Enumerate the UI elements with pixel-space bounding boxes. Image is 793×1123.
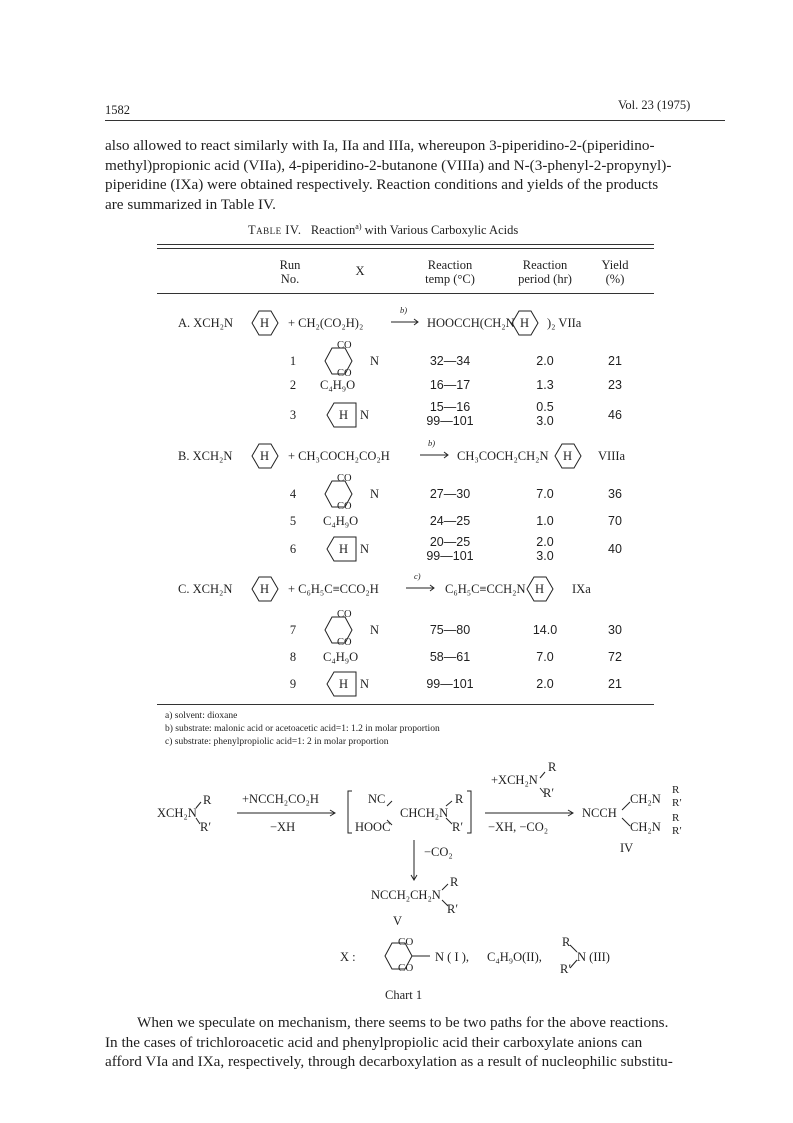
run-number: 9 (289, 677, 297, 691)
chart-x-ii: C₄H₉O(II), (487, 950, 542, 964)
chart-prod-iv-ncch: NCCH (582, 806, 617, 820)
yield: 46 (608, 408, 622, 422)
section-a-product-tail: )₂ VIIa (547, 316, 582, 330)
chart-start: XCH₂N (157, 806, 197, 820)
chart-label-v: V (393, 914, 403, 928)
section-a-reagent: + CH₂(CO₂H)₂ (288, 316, 364, 330)
temp: 16—17 (429, 378, 471, 392)
col-header-run: Run No. (279, 258, 301, 286)
chart-x-iii-r2: R′ (560, 962, 572, 976)
chart-reagent2-r2: R′ (543, 786, 555, 800)
run-number: 1 (289, 354, 297, 368)
period: 2.0 (536, 354, 554, 368)
closing-paragraph (105, 1013, 725, 1072)
temp: 58—61 (429, 650, 471, 664)
yield: 36 (608, 487, 622, 501)
temp: 20—25 99—101 (426, 535, 474, 563)
x-phthalimido-n: N (370, 487, 380, 501)
page-number: 1582 (105, 103, 130, 117)
reaction-arrow (391, 319, 448, 591)
run-number: 8 (289, 650, 297, 664)
bracket-right (467, 791, 471, 833)
run-number: 5 (289, 514, 297, 528)
chart-inter-r2: R′ (452, 820, 464, 834)
footnote-a: a) solvent: dioxane (165, 711, 238, 721)
col-header-yield: Yield (%) (601, 258, 629, 286)
chart-prod-iv-bot: CH₂N (630, 820, 661, 834)
x-phthalimido-co: CO (337, 368, 352, 379)
text-line: afford VIa and IXa, respectively, through decarboxylation as a result of nucleophilic substitu- (105, 1053, 673, 1071)
chart-prod-iv-r: R (672, 784, 680, 796)
x-butoxy: C₄H₉O (323, 650, 359, 664)
temp: 27—30 (429, 487, 471, 501)
chart-prod-iv-r2: R′ (672, 797, 682, 809)
text-line: In the cases of trichloroacetic acid and phenylpropiolic acid their carboxylate anions can (105, 1033, 643, 1051)
run-number: 7 (289, 623, 297, 637)
chart-label-iv: IV (620, 841, 634, 855)
condition-marker: b) (428, 438, 436, 448)
period: 7.0 (536, 650, 554, 664)
chart-reagent1: +NCCH₂CO₂H (242, 792, 319, 806)
period: 1.0 (536, 514, 554, 528)
chart-inter-chch2n: CHCH₂N (400, 806, 449, 820)
period: 2.0 3.0 (536, 535, 554, 563)
chart-inter-hooc: HOOC (355, 820, 391, 834)
chart-x-co: CO (398, 936, 414, 948)
ring-h: H (260, 316, 270, 330)
period: 14.0 (532, 623, 558, 637)
chart-start-r2: R′ (200, 820, 212, 834)
piperidine-ring (252, 311, 581, 696)
section-b-reagent: + CH₃COCH₂CO₂H (288, 449, 390, 463)
ring-h: H (260, 449, 270, 463)
x-phthalimido: CO (337, 473, 352, 484)
temp: 75—80 (429, 623, 471, 637)
run-number: 2 (289, 378, 297, 392)
col-header-period: Reaction period (hr) (518, 258, 572, 286)
chart-x-co: CO (398, 962, 414, 974)
chart-prod-iv-top: CH₂N (630, 792, 661, 806)
chart-reagent2: +XCH₂N (491, 773, 538, 787)
section-a-reactant: A. XCH₂N (178, 316, 234, 330)
period: 7.0 (536, 487, 554, 501)
footnote-marker: a) (355, 222, 362, 231)
section-c-reactant: C. XCH₂N (178, 582, 233, 596)
yield: 40 (608, 542, 622, 556)
text-line: When we speculate on mechanism, there seems to be two paths for the above reactions. (137, 1014, 669, 1031)
run-number: 6 (289, 542, 297, 556)
period: 0.5 3.0 (536, 400, 554, 428)
ring-h: H (535, 582, 545, 596)
temp: 24—25 (429, 514, 471, 528)
period: 2.0 (536, 677, 554, 691)
table-label: Table IV. (248, 223, 302, 238)
chart-inter-r: R (455, 792, 464, 806)
x-phthalimido: CO (337, 609, 352, 620)
ring-n: N (360, 542, 370, 556)
ring-n: N (360, 677, 370, 691)
chart-caption: Chart 1 (385, 988, 423, 1002)
yield: 70 (608, 514, 622, 528)
x-phthalimido-co: CO (337, 637, 352, 648)
temp: 32—34 (429, 354, 471, 368)
yield: 72 (608, 650, 622, 664)
chart-prod-iv-r: R (672, 812, 680, 824)
temp: 99—101 (426, 677, 474, 691)
chart-prod-v-r2: R′ (447, 902, 459, 916)
chart-prod-iv-r2: R′ (672, 825, 682, 837)
footnote-c: c) substrate: phenylpropiolic acid=1: 2 in molar proportion (165, 737, 389, 747)
ring-h: H (339, 408, 349, 422)
chart-arrow (237, 810, 573, 880)
chart-start-r: R (203, 793, 212, 807)
yield: 21 (608, 354, 622, 368)
period: 1.3 (536, 378, 554, 392)
text-line: also allowed to react similarly with Ia, IIa and IIIa, whereupon 3-piperidino-2-(piperidino- (105, 137, 655, 154)
col-header-x: X (355, 264, 365, 278)
chart-prod-v-r: R (450, 875, 459, 889)
table-title-post: with Various Carboxylic Acids (361, 223, 519, 238)
yield: 21 (608, 677, 622, 691)
temp: 15—16 99—101 (426, 400, 474, 428)
chart-x-iii: N (III) (577, 950, 610, 964)
run-number: 3 (289, 408, 297, 422)
ring-h: H (563, 449, 573, 463)
ring-h: H (260, 582, 270, 596)
ring-n: N (360, 408, 370, 422)
yield: 30 (608, 623, 622, 637)
x-butoxy: C₄H₉O (323, 514, 359, 528)
col-header-temp: Reaction temp (°C) (425, 258, 475, 286)
chart-prod-v: NCCH₂CH₂N (371, 888, 441, 902)
text-line: methyl)propionic acid (VIIa), 4-piperidino-2-butanone (VIIIa) and N-(3-phenyl-2-propynyl)- (105, 156, 672, 174)
chart-x-label: X : (340, 950, 356, 964)
text-line: piperidine (IXa) were obtained respectively. Reaction conditions and yields of the products (105, 176, 659, 194)
bond (196, 772, 630, 968)
ring-h: H (339, 542, 349, 556)
chart-reagent2-r: R (548, 760, 557, 774)
chart-byproduct2: −XH, −CO₂ (488, 820, 549, 834)
section-b-reactant: B. XCH₂N (178, 449, 233, 463)
section-c-product-tail: IXa (572, 582, 591, 596)
section-c-product: C₆H₅C≡CCH₂N (445, 582, 526, 596)
x-phthalimido-n: N (370, 354, 380, 368)
yield: 23 (608, 378, 622, 392)
chart-x-i: N ( I ), (435, 950, 470, 964)
chart-x-iii-r: R (562, 935, 571, 949)
section-b-product: CH₃COCH₂CH₂N (457, 449, 549, 463)
ring-h: H (339, 677, 349, 691)
section-c-reagent: + C₆H₅C≡CCO₂H (288, 582, 379, 596)
chart-decarb: −CO₂ (424, 845, 453, 859)
run-number: 4 (289, 487, 297, 501)
x-butoxy: C₄H₉O (320, 378, 356, 392)
footnote-b: b) substrate: malonic acid or acetoacetic acid=1: 1.2 in molar proportion (165, 724, 440, 734)
table-title-pre: Reaction (310, 223, 356, 238)
text-line: are summarized in Table IV. (105, 195, 276, 213)
x-phthalimido: CO (337, 340, 352, 351)
section-a-product: HOOCCH(CH₂N (427, 316, 515, 330)
bracket-left (348, 791, 352, 833)
x-phthalimido-n: N (370, 623, 380, 637)
section-b-product-tail: VIIIa (598, 449, 626, 463)
chart-inter-nc: NC (368, 792, 386, 806)
x-phthalimido-co: CO (337, 501, 352, 512)
volume-info: Vol. 23 (1975) (618, 98, 691, 112)
condition-marker: c) (414, 571, 421, 581)
ring-h: H (520, 316, 530, 330)
condition-marker: b) (400, 305, 408, 315)
chart-byproduct1: −XH (270, 820, 296, 834)
